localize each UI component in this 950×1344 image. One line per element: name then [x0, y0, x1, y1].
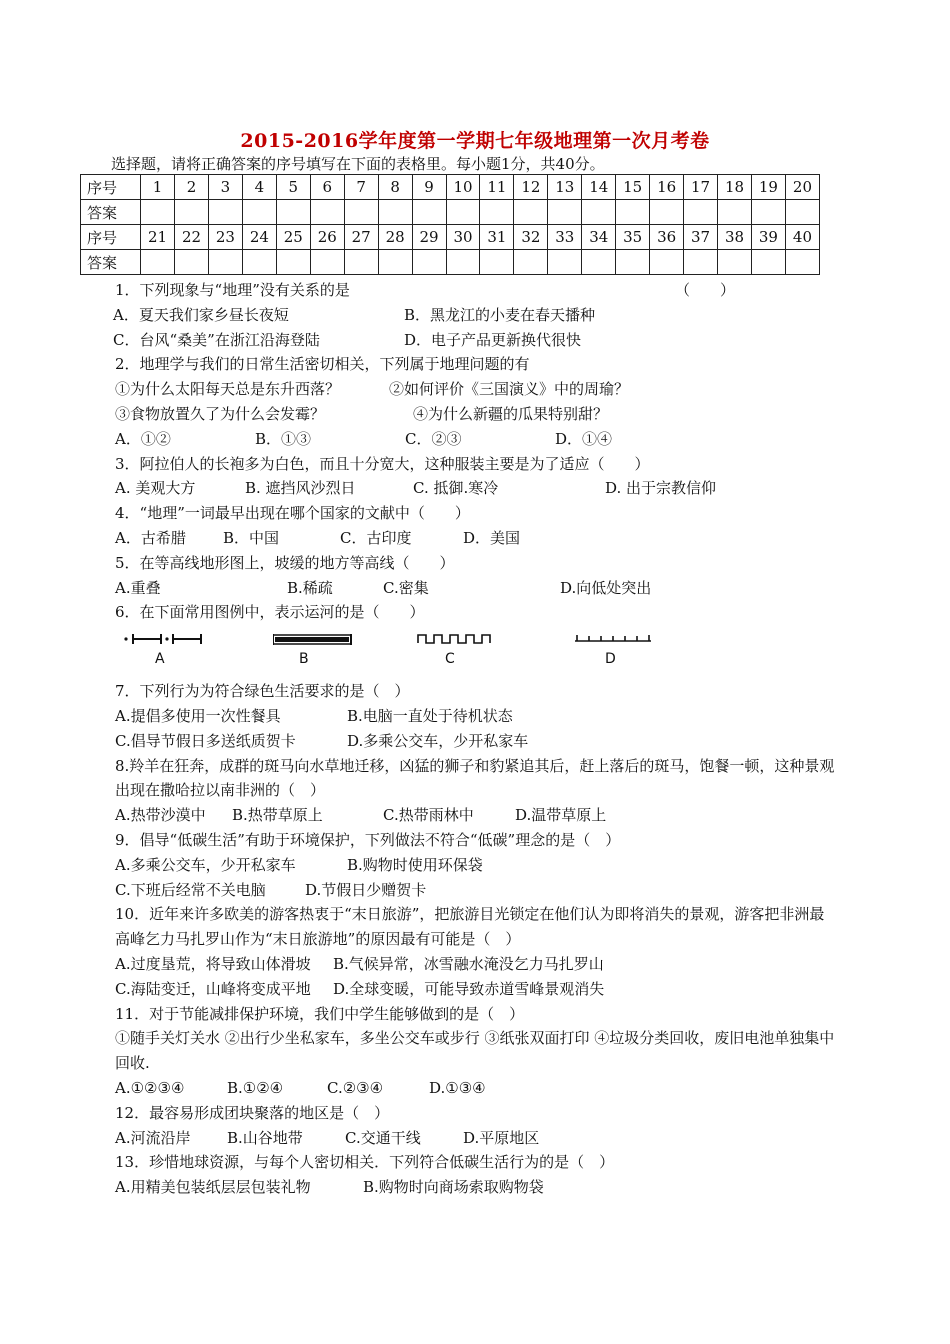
answer-cell	[378, 200, 412, 225]
answer-cell	[276, 200, 310, 225]
answer-cell	[480, 200, 514, 225]
question-number-cell: 25	[276, 225, 310, 250]
question-2-stem: 2．地理学与我们的日常生活密切相关，下列属于地理问题的有	[115, 355, 530, 374]
question-number-cell: 7	[344, 175, 378, 200]
answer-table	[80, 174, 820, 275]
question-7-options-ab: A.提倡多使用一次性餐具 B.电脑一直处于待机状态	[115, 706, 513, 725]
exam-title: 2015-2016学年度第一学期七年级地理第一次月考卷	[240, 130, 710, 152]
answer-cell	[582, 200, 616, 225]
question-number-cell: 24	[242, 225, 276, 250]
question-13-stem: 13．珍惜地球资源，与每个人密切相关．下列符合低碳生活行为的是（ ）	[115, 1153, 615, 1172]
answer-cell	[718, 250, 752, 275]
instructions: 选择题，请将正确答案的序号填写在下面的表格里。每小题1分，共40分。	[111, 155, 605, 173]
question-number-cell: 35	[616, 225, 650, 250]
row-label: 序号	[81, 225, 141, 250]
question-number-cell: 21	[141, 225, 175, 250]
answer-cell	[175, 250, 209, 275]
question-number-cell: 36	[650, 225, 684, 250]
legend-option-d	[575, 631, 655, 668]
answer-cell	[650, 200, 684, 225]
answer-cell	[208, 250, 242, 275]
answer-cell	[616, 200, 650, 225]
question-10-options-cd: C.海陆变迁，山峰将变成平地 D.全球变暖，可能导致赤道雪峰景观消失	[115, 979, 605, 998]
question-2-options: A．①② B．①③ C．②③ D．①④	[115, 429, 613, 448]
question-10-stem: 10．近年来许多欧美的游客热衷于“末日旅游”，把旅游目光锁定在他们认为即将消失的景观，游客把非洲最高峰乞力马扎罗山作为“末日旅游地”的原因最有可能是（ ）	[115, 905, 825, 949]
question-4-options: A．古希腊 B．中国 C．古印度 D．美国	[115, 528, 521, 547]
answer-paren: （ ）	[675, 281, 736, 299]
question-1-options-ab: A．夏天我们家乡昼长夜短 B．黑龙江的小麦在春天播种	[113, 305, 596, 324]
answer-cell	[141, 200, 175, 225]
question-number-cell: 29	[412, 225, 446, 250]
answer-cell	[751, 250, 785, 275]
question-5-stem: 5．在等高线地形图上，坡缓的地方等高线（ ）	[115, 553, 455, 572]
question-number-cell: 26	[310, 225, 344, 250]
row-label: 序号	[81, 175, 141, 200]
question-6-legend-figures	[115, 625, 845, 679]
question-8-stem: 8.羚羊在狂奔，成群的斑马向水草地迁移，凶猛的狮子和豹紧追其后，赶上落后的斑马，饱餐一顿，这种景观出现在撒哈拉以南非洲的（ ）	[115, 756, 835, 800]
answer-cell	[480, 250, 514, 275]
table-row-numbers-2	[81, 225, 820, 250]
answer-cell	[751, 200, 785, 225]
question-4-stem: 4．“地理”一词最早出现在哪个国家的文献中（ ）	[115, 504, 470, 523]
question-number-cell: 19	[751, 175, 785, 200]
legend-option-b	[273, 631, 353, 668]
wall-line-icon	[417, 631, 497, 661]
question-7-stem: 7．下列行为为符合绿色生活要求的是（ ）	[115, 682, 410, 701]
question-number-cell: 20	[785, 175, 819, 200]
answer-cell	[208, 200, 242, 225]
answer-cell	[548, 250, 582, 275]
answer-cell	[650, 250, 684, 275]
question-number-cell: 15	[616, 175, 650, 200]
question-11-stem: 11．对于节能减排保护环境，我们中学生能够做到的是（ ）	[115, 1004, 525, 1023]
question-number-cell: 40	[785, 225, 819, 250]
question-number-cell: 11	[480, 175, 514, 200]
question-number-cell: 31	[480, 225, 514, 250]
question-2-statements-12: ①为什么太阳每天总是东升西落？ ②如何评价《三国演义》中的周瑜？	[115, 380, 630, 399]
question-1-stem: 1．下列现象与“地理”没有关系的是 （ ）	[115, 278, 845, 303]
question-number-cell: 4	[242, 175, 276, 200]
legend-option-c	[417, 631, 497, 668]
question-9-options-cd: C.下班后经常不关电脑 D.节假日少赠贺卡	[115, 880, 427, 899]
table-row-answers-1	[81, 200, 820, 225]
answer-cell	[141, 250, 175, 275]
question-number-cell: 2	[175, 175, 209, 200]
answer-cell	[412, 200, 446, 225]
answer-cell	[785, 250, 819, 275]
legend-option-a	[123, 631, 203, 668]
answer-cell	[344, 200, 378, 225]
answer-cell	[446, 250, 480, 275]
question-2-statements-34: ③食物放置久了为什么会发霉？ ④为什么新疆的瓜果特别甜？	[115, 404, 609, 423]
question-9-options-ab: A.多乘公交车，少开私家车 B.购物时使用环保袋	[115, 855, 483, 874]
question-number-cell: 6	[310, 175, 344, 200]
legend-label: C	[445, 651, 455, 668]
answer-cell	[310, 250, 344, 275]
question-11-options: A.①②③④ B.①②④ C.②③④ D.①③④	[115, 1078, 486, 1097]
question-number-cell: 8	[378, 175, 412, 200]
answer-cell	[446, 200, 480, 225]
question-12-options: A.河流沿岸 B.山谷地带 C.交通干线 D.平原地区	[115, 1128, 540, 1147]
question-12-stem: 12．最容易形成团块聚落的地区是（ ）	[115, 1103, 390, 1122]
table-row-answers-2	[81, 250, 820, 275]
answer-cell	[785, 200, 819, 225]
question-number-cell: 12	[514, 175, 548, 200]
answer-cell	[344, 250, 378, 275]
answer-cell	[718, 200, 752, 225]
canal-line-icon	[273, 631, 353, 661]
questions	[115, 278, 845, 1200]
answer-cell	[378, 250, 412, 275]
answer-cell	[242, 250, 276, 275]
answer-cell	[582, 250, 616, 275]
question-number-cell: 27	[344, 225, 378, 250]
question-number-cell: 37	[684, 225, 718, 250]
question-13-options-ab: A.用精美包装纸层层包装礼物 B.购物时向商场索取购物袋	[115, 1178, 544, 1197]
question-number-cell: 23	[208, 225, 242, 250]
question-number-cell: 18	[718, 175, 752, 200]
question-number-cell: 10	[446, 175, 480, 200]
table-row-numbers-1	[81, 175, 820, 200]
question-number-cell: 30	[446, 225, 480, 250]
legend-label: D	[605, 651, 616, 668]
answer-cell	[310, 200, 344, 225]
question-number-cell: 38	[718, 225, 752, 250]
row-label: 答案	[81, 200, 141, 225]
answer-cell	[684, 200, 718, 225]
question-number-cell: 13	[548, 175, 582, 200]
answer-cell	[412, 250, 446, 275]
legend-label: A	[155, 651, 165, 668]
question-3-stem: 3．阿拉伯人的长袍多为白色，而且十分宽大，这种服装主要是为了适应（ ）	[115, 454, 650, 473]
question-8-options: A.热带沙漠中 B.热带草原上 C.热带雨林中 D.温带草原上	[115, 806, 607, 825]
question-number-cell: 14	[582, 175, 616, 200]
question-number-cell: 9	[412, 175, 446, 200]
answer-cell	[616, 250, 650, 275]
question-9-stem: 9．倡导“低碳生活”有助于环境保护，下列做法不符合“低碳”理念的是（ ）	[115, 830, 621, 849]
question-1-options-cd: C．台风“桑美”在浙江沿海登陆 D．电子产品更新换代很快	[113, 330, 582, 349]
answer-cell	[514, 200, 548, 225]
question-number-cell: 5	[276, 175, 310, 200]
question-number-cell: 1	[141, 175, 175, 200]
answer-cell	[276, 250, 310, 275]
question-number-cell: 34	[582, 225, 616, 250]
question-number-cell: 3	[208, 175, 242, 200]
answer-cell	[548, 200, 582, 225]
question-7-options-cd: C.倡导节假日多送纸质贺卡 D.多乘公交车，少开私家车	[115, 731, 529, 750]
question-number-cell: 28	[378, 225, 412, 250]
answer-cell	[242, 200, 276, 225]
answer-cell	[175, 200, 209, 225]
question-number-cell: 22	[175, 225, 209, 250]
legend-label: B	[299, 651, 309, 668]
question-number-cell: 39	[751, 225, 785, 250]
row-label: 答案	[81, 250, 141, 275]
question-number-cell: 16	[650, 175, 684, 200]
question-number-cell: 17	[684, 175, 718, 200]
question-11-statements: ①随手关灯关水 ②出行少坐私家车，多坐公交车或步行 ③纸张双面打印 ④垃圾分类回收，废旧电池单独集中回收.	[115, 1029, 835, 1073]
question-10-options-ab: A.过度垦荒，将导致山体滑坡 B.气候异常，冰雪融水淹没乞力马扎罗山	[115, 954, 604, 973]
question-5-options: A.重叠 B.稀疏 C.密集 D.向低处突出	[115, 578, 652, 597]
question-3-options: A. 美观大方 B. 遮挡风沙烈日 C. 抵御.寒冷 D. 出于宗教信仰	[115, 479, 717, 498]
question-6-stem: 6．在下面常用图例中，表示运河的是（ ）	[115, 603, 425, 622]
question-number-cell: 33	[548, 225, 582, 250]
answer-cell	[514, 250, 548, 275]
answer-cell	[684, 250, 718, 275]
question-number-cell: 32	[514, 225, 548, 250]
